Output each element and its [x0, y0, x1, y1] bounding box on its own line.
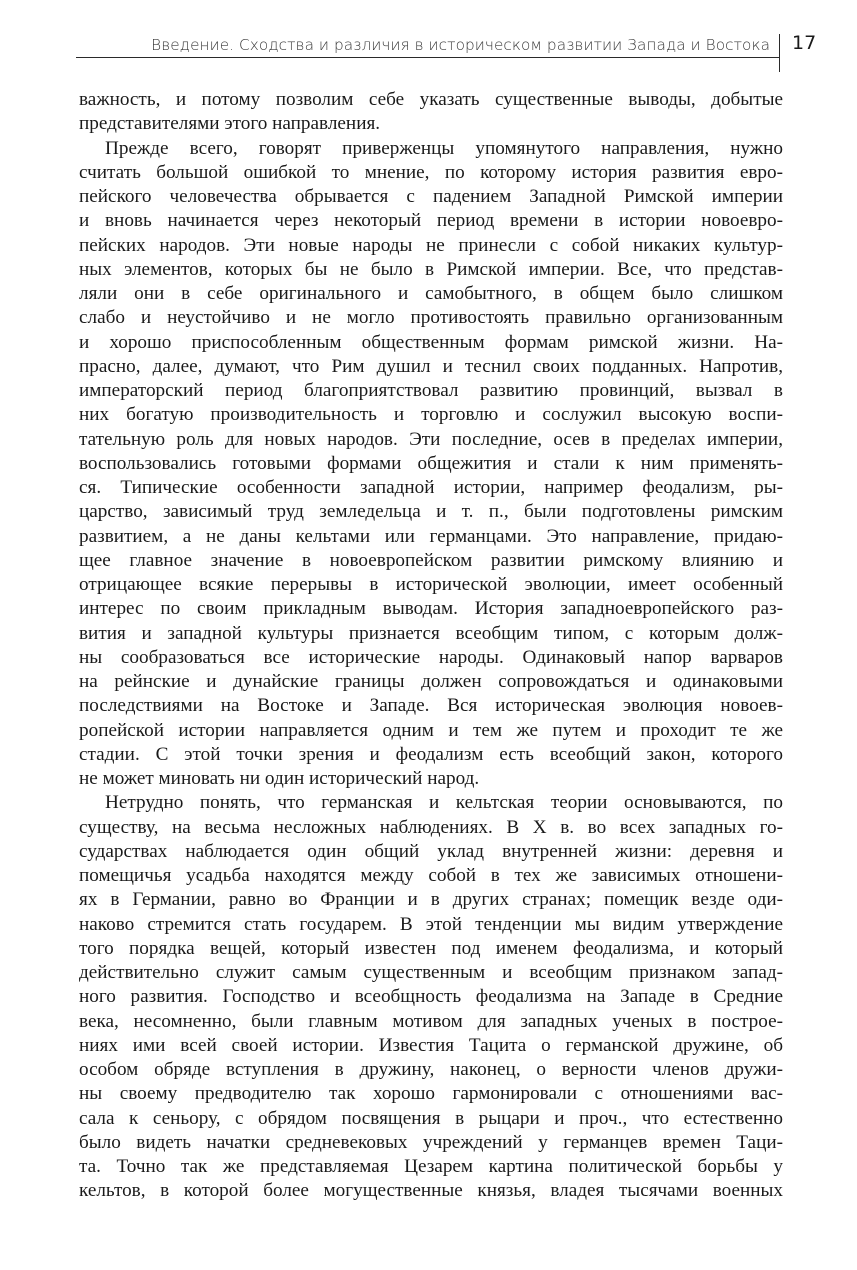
text-line: воспользовались готовыми формами общежития и стали к ним применять-: [79, 452, 783, 474]
text-line: ропейской истории направляется одним и тем же путем и проходит те же: [79, 719, 783, 741]
text-line: сударствах наблюдается один общий уклад внутренней жизни: деревня и: [79, 840, 783, 862]
text-line: того порядка вещей, который известен под именем феодализма, и который: [79, 937, 783, 959]
text-line: века, несомненно, были главным мотивом для западных ученых в построе-: [79, 1010, 783, 1032]
text-line: и хорошо приспособленным общественным формам римской жизни. На-: [79, 331, 783, 353]
paragraph-first-line: Прежде всего, говорят приверженцы упомянутого направления, нужно: [105, 137, 783, 159]
text-line: та. Точно так же представляемая Цезарем картина политической борьбы у: [79, 1156, 783, 1177]
text-line: ся. Типические особенности западной истории, например феодализм, ры-: [79, 477, 783, 498]
text-line: ниях ими всей своей истории. Известия Тацита о германской дружине, об: [79, 1034, 783, 1056]
page-number: 17: [792, 32, 817, 54]
text-line: пейского человечества обрывается с падением Западной Римской империи: [79, 186, 783, 207]
header-rule: [76, 57, 780, 58]
text-line: и вновь начинается через некоторый период времени в истории новоевро-: [79, 210, 783, 232]
text-line: интерес по своим прикладным выводам. История западноевропейского раз-: [79, 598, 783, 620]
paragraph-first-line: Нетрудно понять, что германская и кельтская теории основываются, по: [105, 792, 783, 814]
text-line: действительно служит самым существенным и всеобщим признаком запад-: [79, 962, 783, 983]
text-line: стадии. С этой точки зрения и феодализм есть всеобщий закон, которого: [79, 743, 783, 765]
text-line: ных элементов, которых бы не было в Римской империи. Все, что представ-: [79, 258, 783, 280]
text-line: развитием, а не даны кельтами или германцами. Это направление, придаю-: [79, 525, 783, 547]
body-text: [79, 88, 783, 1204]
text-line: ляли они в себе оригинального и самобытного, в общем было слишком: [79, 283, 783, 304]
text-line: ны своему предводителю так хорошо гармонировали с отношениями вас-: [79, 1083, 783, 1105]
text-line: последствиями на Востоке и Западе. Вся историческая эволюция новоев-: [79, 695, 783, 717]
text-line: вития и западной культуры признается всеобщим типом, с которым долж-: [79, 622, 783, 644]
text-line: представителями этого направления.: [79, 113, 381, 135]
text-line: существу, на весьма несложных наблюдениях. В X в. во всех западных го-: [79, 816, 783, 838]
running-title: Введение. Сходства и различия в историческом развитии Запада и Востока: [151, 36, 770, 54]
text-line: отрицающее всякие перерывы в исторической эволюции, имеет особенный: [79, 574, 783, 595]
text-line: слабо и неустойчиво и не могло противостоять правильно организованным: [79, 307, 783, 329]
text-line: наково стремится стать государем. В этой тенденции мы видим утверждение: [79, 913, 783, 935]
running-header: [0, 34, 857, 60]
text-line: было видеть начатки средневековых учреждений у германцев времен Таци-: [79, 1131, 783, 1153]
text-line: не может миновать ни один исторический народ.: [79, 768, 480, 789]
text-line: щее главное значение в новоевропейском развитии римскому влиянию и: [79, 549, 783, 571]
text-line: помещичья усадьба находятся между собой в тех же зависимых отношени-: [79, 865, 783, 886]
text-line: кельтов, в которой более могущественные князья, владея тысячами военных: [79, 1180, 783, 1202]
text-line: пейских народов. Эти новые народы не принесли с собой никаких культур-: [79, 234, 783, 256]
text-line: ях в Германии, равно во Франции и в других странах; помещик везде оди-: [79, 889, 783, 911]
text-line: тательную роль для новых народов. Эти последние, осев в пределах империи,: [79, 428, 783, 450]
text-line: считать большой ошибкой то мнение, по которому история развития евро-: [79, 161, 783, 183]
text-line: особом обряде вступления в дружину, наконец, о верности членов дружи-: [79, 1059, 783, 1080]
text-line: них богатую производительность и торговлю и сослужил высокую воспи-: [79, 404, 783, 426]
text-line: царство, зависимый труд земледельца и т. п., были подготовлены римским: [79, 501, 783, 523]
text-line: сала к сеньору, с обрядом посвящения в рыцари и проч., что естественно: [79, 1107, 783, 1129]
text-line: важность, и потому позволим себе указать существенные выводы, добытые: [79, 89, 783, 110]
text-line: ны сообразоваться все исторические народы. Одинаковый напор варваров: [79, 646, 783, 668]
text-line: ного развития. Господство и всеобщность феодализма на Западе в Средние: [79, 986, 783, 1008]
header-separator: [779, 34, 780, 72]
text-line: прасно, далее, думают, что Рим душил и теснил своих подданных. Напротив,: [79, 355, 783, 377]
text-line: на рейнские и дунайские границы должен сопровождаться и одинаковыми: [79, 671, 783, 692]
text-line: императорский период благоприятствовал развитию провинций, вызвал в: [79, 380, 783, 401]
